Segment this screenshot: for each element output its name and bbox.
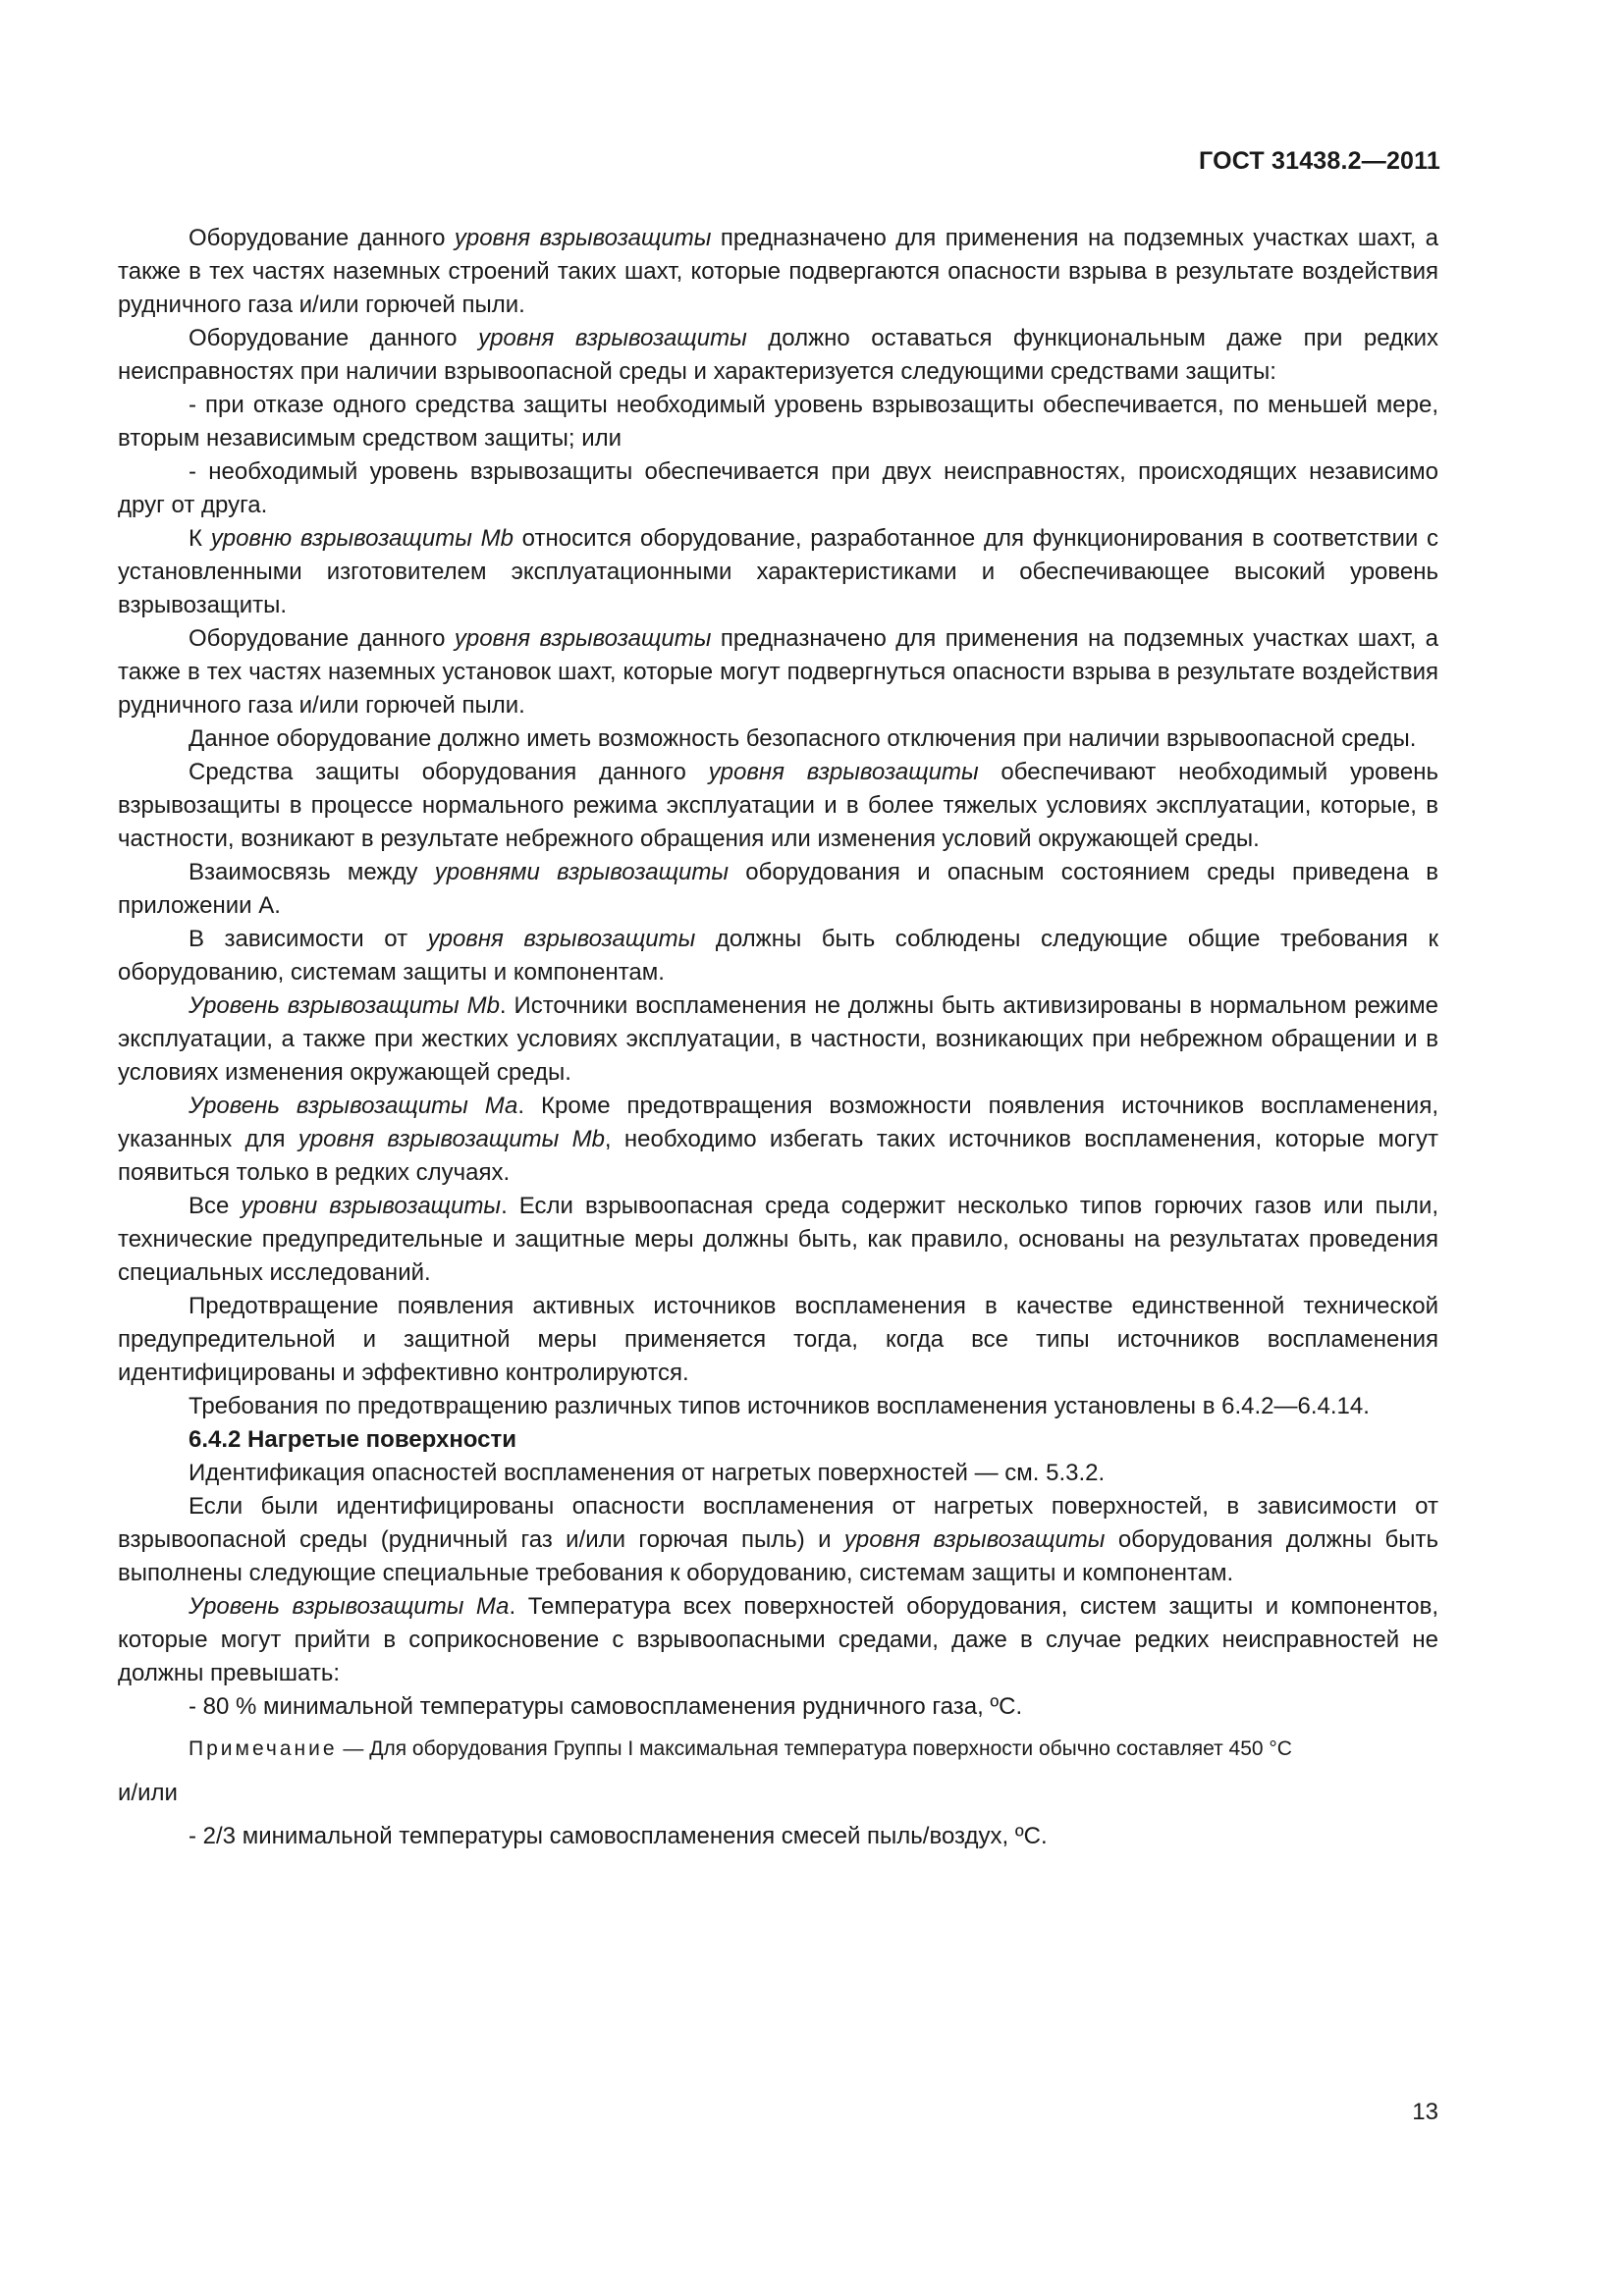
body-paragraph bbox=[118, 1457, 1438, 1490]
paragraph-text: Средства защиты оборудования данного bbox=[189, 759, 709, 785]
body-paragraph bbox=[118, 722, 1438, 756]
emphasized-term: уровнями взрывозащиты bbox=[434, 859, 730, 885]
emphasized-term: уровня взрывозащиты bbox=[843, 1526, 1106, 1553]
note-label: Примечание bbox=[189, 1737, 338, 1760]
body-paragraph bbox=[118, 923, 1438, 989]
body-paragraph bbox=[118, 1590, 1438, 1690]
paragraph-text: Оборудование данного bbox=[189, 625, 455, 652]
body-paragraph bbox=[118, 989, 1438, 1090]
emphasized-term: Уровень взрывозащиты Mb bbox=[189, 992, 500, 1019]
body-paragraph bbox=[118, 222, 1438, 322]
section-heading: 6.4.2 Нагретые поверхности bbox=[189, 1426, 517, 1453]
paragraph-text: относится оборудование, разработанное для функционирования в соответствии с установленными изготовителем эксплуатационными характеристиками и обеспечивающее высокий уровень взрывозащиты. bbox=[118, 525, 1438, 618]
note-text: — Для оборудования Группы I максимальная температура поверхности обычно составляет 450 °С bbox=[337, 1737, 1292, 1760]
body-paragraph bbox=[118, 756, 1438, 856]
paragraph-text: Взаимосвязь между bbox=[189, 859, 435, 885]
paragraph-text: Данное оборудование должно иметь возможность безопасного отключения при наличии взрывоопасной среды. bbox=[189, 725, 1417, 752]
paragraph-text: Требования по предотвращению различных типов источников воспламенения установлены в 6.4.2—6.4.14. bbox=[189, 1393, 1370, 1419]
body-paragraph bbox=[118, 1290, 1438, 1390]
body-paragraph bbox=[118, 1190, 1438, 1290]
document-body bbox=[118, 222, 1438, 1853]
paragraph-text: Оборудование данного bbox=[189, 225, 455, 251]
page-number: 13 bbox=[1412, 2099, 1438, 2125]
body-paragraph bbox=[118, 389, 1438, 455]
body-paragraph bbox=[118, 622, 1438, 722]
body-paragraph bbox=[118, 1090, 1438, 1190]
intro-paragraphs bbox=[118, 222, 1438, 1423]
paragraph-text: . Кроме предотвращения возможности появления источников воспламенения, указанных для bbox=[118, 1093, 1438, 1152]
emphasized-term: уровня взрывозащиты bbox=[427, 926, 696, 952]
body-paragraph bbox=[118, 1490, 1438, 1590]
document-standard-header: ГОСТ 31438.2—2011 bbox=[1199, 147, 1440, 175]
paragraph-text: предназначено для применения на подземных участках шахт, а также в тех частях наземных установок шахт, которые могут подвергнуться опасности взрыва в результате воздействия рудничного газа и/или горючей пыли. bbox=[118, 625, 1439, 719]
paragraph-text: Оборудование данного bbox=[189, 325, 479, 351]
emphasized-term: уровня взрывозащиты bbox=[708, 759, 979, 785]
paragraph-text: оборудования и опасным состоянием среды приведена в приложении А. bbox=[118, 859, 1438, 919]
paragraph-text: должны быть соблюдены следующие общие требования к оборудованию, системам защиты и компонентам. bbox=[118, 926, 1439, 986]
paragraph-text: - необходимый уровень взрывозащиты обеспечивается при двух неисправностях, происходящих независимо друг от друга. bbox=[118, 458, 1438, 518]
note-paragraph bbox=[118, 1734, 1438, 1765]
paragraph-text: должно оставаться функциональным даже при редких неисправностях при наличии взрывоопасной среды и характеризуется следующими средствами защиты: bbox=[118, 325, 1438, 385]
paragraph-text: Если были идентифицированы опасности воспламенения от нагретых поверхностей, в зависимости от взрывоопасной среды (рудничный газ и/или горючая пыль) и bbox=[118, 1493, 1438, 1553]
connector-text: и/или bbox=[118, 1780, 178, 1806]
paragraph-text: Все bbox=[189, 1193, 242, 1219]
paragraph-text: . Источники воспламенения не должны быть активизированы в нормальном режиме эксплуатации, а также при жестких условиях эксплуатации, в частности, возникающих при небрежном обращении и в условиях изменения окружающей среды. bbox=[118, 992, 1438, 1086]
paragraph-text: . Температура всех поверхностей оборудования, систем защиты и компонентов, которые могут прийти в соприкосновение с взрывоопасными средами, даже в случае редких неисправностей не должны превышать: bbox=[118, 1593, 1438, 1686]
emphasized-term: уровня взрывозащиты bbox=[454, 625, 712, 652]
paragraph-text: предназначено для применения на подземных участках шахт, а также в тех частях наземных строений таких шахт, которые подвергаются опасности взрыва в результате воздействия рудничного газа и/или горючей пыли. bbox=[118, 225, 1439, 318]
body-paragraph bbox=[118, 1390, 1438, 1423]
emphasized-term: уровня взрывозащиты bbox=[454, 225, 712, 251]
body-paragraph bbox=[118, 522, 1438, 622]
body-paragraph bbox=[118, 322, 1438, 389]
emphasized-term: уровню взрывозащиты Mb bbox=[210, 525, 514, 552]
emphasized-term: Уровень взрывозащиты Ма bbox=[189, 1093, 518, 1119]
body-paragraph bbox=[118, 1690, 1438, 1724]
paragraph-text: оборудования должны быть выполнены следующие специальные требования к оборудованию, системам защиты и компонентам. bbox=[118, 1526, 1438, 1586]
paragraph-text: В зависимости от bbox=[189, 926, 428, 952]
paragraph-text: К bbox=[189, 525, 211, 552]
last-list-item: - 2/3 минимальной температуры самовоспламенения смесей пыль/воздух, ºС. bbox=[189, 1823, 1048, 1849]
emphasized-term: уровня взрывозащиты bbox=[478, 325, 747, 351]
emphasized-term: уровни взрывозащиты bbox=[241, 1193, 502, 1219]
paragraph-text: - при отказе одного средства защиты необходимый уровень взрывозащиты обеспечивается, по меньшей мере, вторым независимым средством защиты; или bbox=[118, 392, 1438, 452]
body-paragraph bbox=[118, 455, 1438, 522]
paragraph-text: обеспечивают необходимый уровень взрывозащиты в процессе нормального режима эксплуатации и в более тяжелых условиях эксплуатации, которые, в частности, возникают в результате небрежного обращения или изменения условий окружающей среды. bbox=[118, 759, 1438, 852]
paragraph-text: Предотвращение появления активных источников воспламенения в качестве единственной технической предупредительной и защитной меры применяется тогда, когда все типы источников воспламенения идентифицированы и эффективно контролируются. bbox=[118, 1293, 1438, 1386]
paragraph-text: , необходимо избегать таких источников воспламенения, которые могут появиться только в редких случаях. bbox=[118, 1126, 1439, 1186]
paragraph-text: Идентификация опасностей воспламенения от нагретых поверхностей — см. 5.3.2. bbox=[189, 1460, 1106, 1486]
body-paragraph bbox=[118, 856, 1438, 923]
paragraph-text: - 80 % минимальной температуры самовоспламенения рудничного газа, ºС. bbox=[189, 1693, 1023, 1720]
paragraph-text: . Если взрывоопасная среда содержит несколько типов горючих газов или пыли, технические предупредительные и защитные меры должны быть, как правило, основаны на результатах проведения специальных исследований. bbox=[118, 1193, 1438, 1286]
emphasized-term: уровня взрывозащиты Mb bbox=[298, 1126, 605, 1152]
section-paragraphs bbox=[118, 1457, 1438, 1724]
emphasized-term: Уровень взрывозащиты Ма bbox=[189, 1593, 510, 1620]
